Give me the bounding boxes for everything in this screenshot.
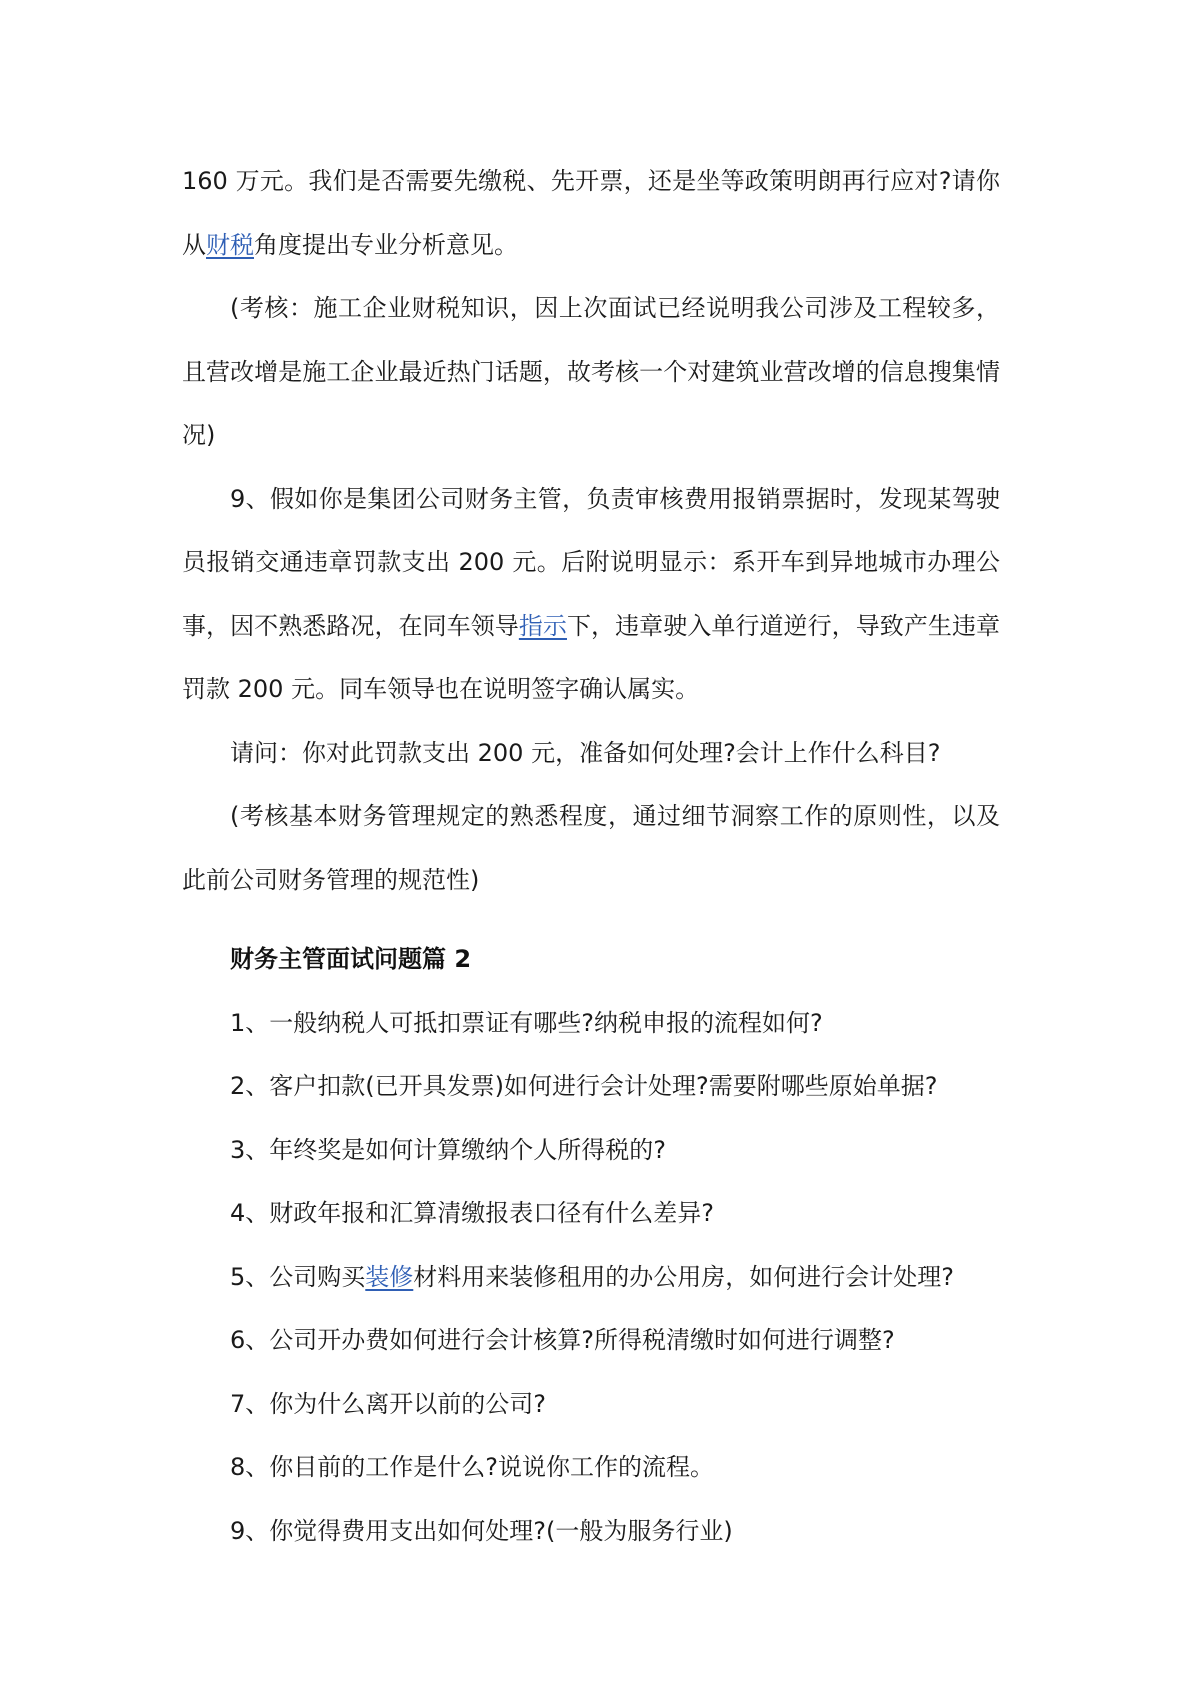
q9-text-1: 9、假如你是集团公司财务主管，负责审核费用报销票据时，发现某驾驶员报销交通违章罚款支出 200 元。后附说明显示：系开车到异地城市办理公事，因不熟悉路况，在同车领导 — [182, 484, 1000, 640]
list-item-2: 2、客户扣款(已开具发票)如何进行会计处理?需要附哪些原始单据? — [230, 1072, 938, 1100]
question-9-paragraph — [182, 468, 1000, 722]
list-item-5 — [182, 1246, 1000, 1310]
document-page — [182, 150, 1000, 1563]
item5-text-1: 5、公司购买 — [230, 1262, 366, 1291]
note-paragraph-2: (考核基本财务管理规定的熟悉程度，通过细节洞察工作的原则性，以及此前公司财务管理的规范性) — [182, 802, 1000, 894]
list-item-9: 9、你觉得费用支出如何处理?(一般为服务行业) — [230, 1516, 733, 1545]
intro-text-1: 160 万元。我们是否需要先缴税、先开票，还是坐等政策明朗再行应对?请你从 — [182, 167, 1000, 259]
section-heading: 财务主管面试问题篇 2 — [230, 945, 472, 973]
link-caishui[interactable]: 财税 — [206, 230, 254, 259]
intro-paragraph — [182, 150, 1000, 277]
question-paragraph: 请问：你对此罚款支出 200 元，准备如何处理?会计上作什么科目? — [230, 738, 941, 767]
link-zhuangxiu[interactable]: 装修 — [365, 1262, 414, 1291]
intro-text-2: 角度提出专业分析意见。 — [254, 230, 518, 259]
item5-text-2: 材料用来装修租用的办公用房，如何进行会计处理? — [413, 1262, 955, 1291]
list-item-1: 1、一般纳税人可抵扣票证有哪些?纳税申报的流程如何? — [230, 1008, 823, 1037]
list-item-7: 7、你为什么离开以前的公司? — [230, 1389, 547, 1418]
list-item-4: 4、财政年报和汇算清缴报表口径有什么差异? — [230, 1199, 715, 1227]
list-item-8: 8、你目前的工作是什么?说说你工作的流程。 — [230, 1453, 715, 1481]
q9-text-2: 下，违章驶入单行道逆行，导致产生违章罚款 200 元。同车领导也在说明签字确认属实。 — [182, 611, 1001, 703]
note-paragraph-1: (考核：施工企业财税知识，因上次面试已经说明我公司涉及工程较多，且营改增是施工企业最近热门话题，故考核一个对建筑业营改增的信息搜集情况) — [182, 294, 1000, 449]
list-item-6: 6、公司开办费如何进行会计核算?所得税清缴时如何进行调整? — [230, 1326, 895, 1354]
link-zhishi[interactable]: 指示 — [518, 611, 567, 640]
list-item-3: 3、年终奖是如何计算缴纳个人所得税的? — [230, 1135, 667, 1164]
